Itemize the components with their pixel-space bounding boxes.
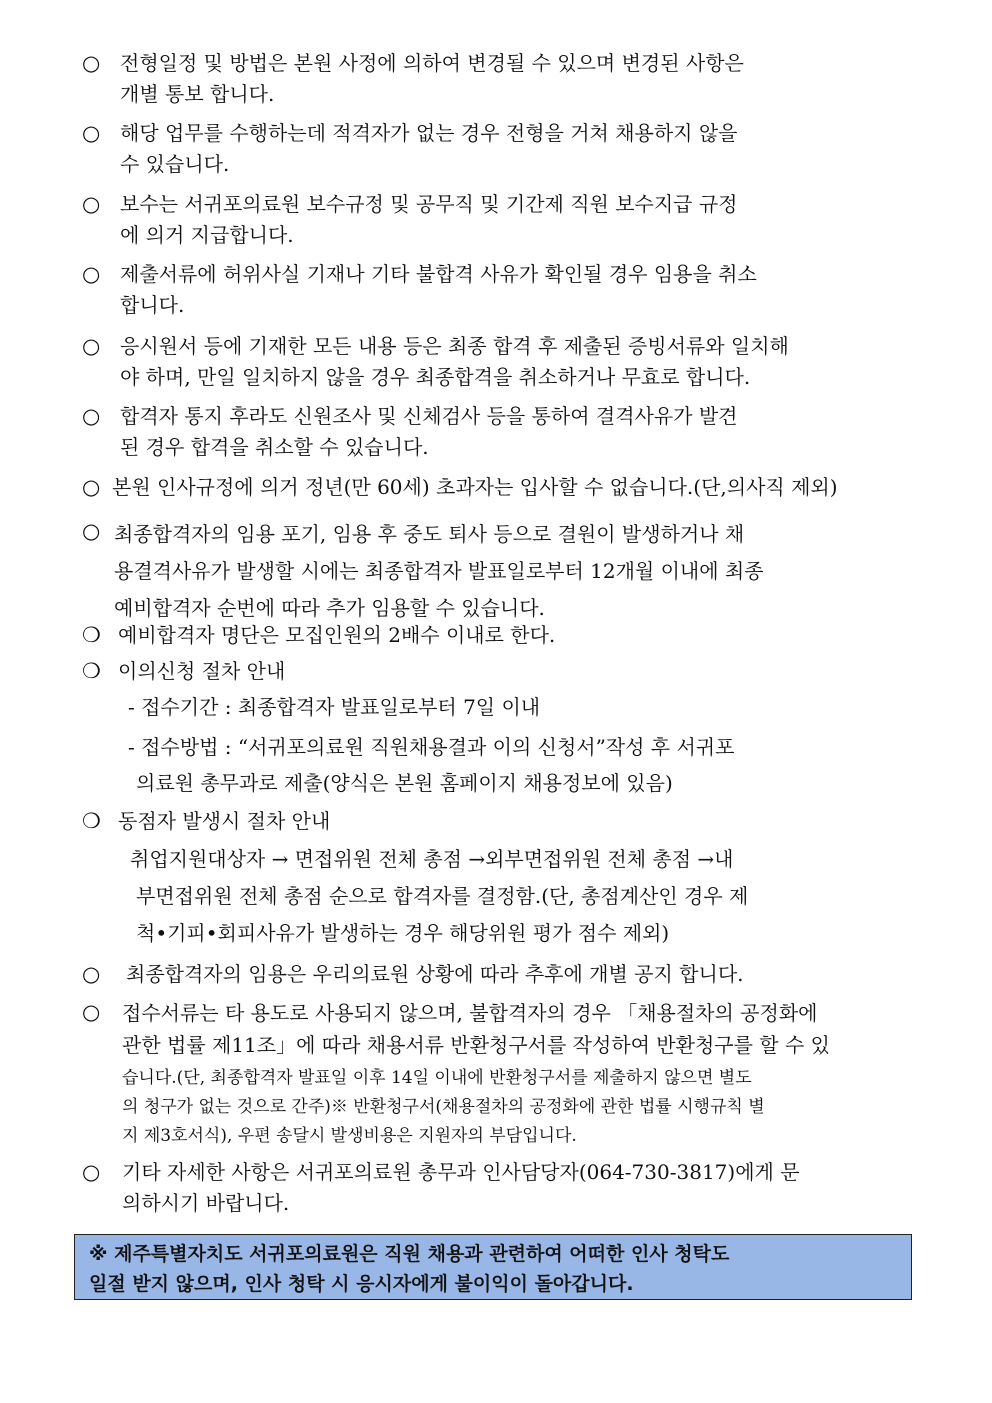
bullet-circle-icon: ○ bbox=[82, 192, 101, 216]
notice-line: ※ 제주특별자치도 서귀포의료원은 직원 채용과 관련하여 어떠한 인사 청탁도 bbox=[89, 1243, 730, 1265]
notice-item bbox=[82, 959, 924, 990]
objection-period: - 접수기간 : 최종합격자 발표일로부터 7일 이내 bbox=[128, 695, 541, 719]
bullet-circle-icon: ○ bbox=[82, 962, 101, 986]
item-line: 된 경우 합격을 취소할 수 있습니다. bbox=[120, 435, 429, 459]
objection-method: - 접수방법 : “서귀포의료원 직원채용결과 이의 신청서”작성 후 서귀포 bbox=[128, 735, 735, 759]
notice-item bbox=[82, 620, 924, 651]
item-line: 관한 법률 제11조」에 따라 채용서류 반환청구서를 작성하여 반환청구를 할 수 있 bbox=[122, 1033, 830, 1057]
item-line: 개별 통보 합니다. bbox=[120, 82, 275, 106]
notice-item bbox=[82, 48, 924, 110]
notice-item bbox=[82, 259, 924, 321]
tie-line: 척•기피•회피사유가 발생하는 경우 해당위원 평가 점수 제외) bbox=[136, 921, 670, 945]
item-line: 접수서류는 타 용도로 사용되지 않으며, 불합격자의 경우 「채용절차의 공정화에 bbox=[122, 1001, 818, 1025]
bullet-circle-icon: ○ bbox=[82, 262, 101, 286]
bullet-circle-icon: ○ bbox=[82, 121, 101, 145]
item-line: 기타 자세한 사항은 서귀포의료원 총무과 인사담당자(064-730-3817)에게 문 bbox=[122, 1160, 800, 1184]
bullet-circle-icon: ○ bbox=[82, 475, 101, 499]
bullet-filled-circle-icon: ❍ bbox=[82, 809, 101, 833]
item-line: 용결격사유가 발생할 시에는 최종합격자 발표일로부터 12개월 이내에 최종 bbox=[114, 559, 764, 583]
bullet-circle-icon: ○ bbox=[82, 404, 101, 428]
item-line: 에 의거 지급합니다. bbox=[120, 223, 294, 247]
anti-solicitation-notice bbox=[74, 1234, 912, 1300]
tie-line: 취업지원대상자 → 면접위원 전체 총점 →외부면접위원 전체 총점 →내 bbox=[130, 847, 734, 871]
notice-item bbox=[82, 656, 924, 687]
item-line: 최종합격자의 임용은 우리의료원 상황에 따라 추후에 개별 공지 합니다. bbox=[126, 962, 744, 986]
item-line: 예비합격자 명단은 모집인원의 2배수 이내로 한다. bbox=[118, 623, 556, 647]
bullet-circle-icon: ○ bbox=[82, 1000, 101, 1024]
return-docs-line: 습니다.(단, 최종합격자 발표일 이후 14일 이내에 반환청구서를 제출하지 않으면 별도 bbox=[122, 1068, 752, 1088]
notice-item bbox=[82, 997, 924, 1061]
item-line: 예비합격자 순번에 따라 추가 임용할 수 있습니다. bbox=[114, 596, 545, 620]
item-line: 제출서류에 허위사실 기재나 기타 불합격 사유가 확인될 경우 임용을 취소 bbox=[120, 262, 757, 286]
bullet-circle-icon: ○ bbox=[82, 1160, 101, 1184]
item-line: 해당 업무를 수행하는데 적격자가 없는 경우 전형을 거쳐 채용하지 않을 bbox=[120, 121, 738, 145]
bullet-filled-circle-icon: ❍ bbox=[82, 659, 101, 683]
notice-item bbox=[82, 118, 924, 180]
return-docs-line: 의 청구가 없는 것으로 간주)※ 반환청구서(채용절차의 공정화에 관한 법률 시행규칙 별 bbox=[122, 1097, 765, 1117]
objection-method-cont: 의료원 총무과로 제출(양식은 본원 홈페이지 채용정보에 있음) bbox=[136, 771, 673, 795]
section-heading: 이의신청 절차 안내 bbox=[118, 659, 286, 683]
bullet-filled-circle-icon: ❍ bbox=[82, 623, 101, 647]
notice-item bbox=[82, 331, 924, 393]
notice-item bbox=[82, 516, 924, 627]
item-line: 합격자 통지 후라도 신원조사 및 신체검사 등을 통하여 결격사유가 발견 bbox=[120, 404, 738, 428]
return-docs-line: 지 제3호서식), 우편 송달시 발생비용은 지원자의 부담입니다. bbox=[122, 1126, 577, 1146]
notice-item bbox=[82, 472, 924, 503]
notice-item bbox=[82, 1157, 924, 1219]
bullet-circle-icon: ○ bbox=[82, 519, 101, 543]
item-line: 응시원서 등에 기재한 모든 내용 등은 최종 합격 후 제출된 증빙서류와 일치해 bbox=[120, 334, 789, 358]
section-heading: 동점자 발생시 절차 안내 bbox=[118, 809, 331, 833]
notice-line: 일절 받지 않으며, 인사 청탁 시 응시자에게 불이익이 돌아갑니다. bbox=[89, 1273, 634, 1295]
item-line: 의하시기 바랍니다. bbox=[122, 1191, 290, 1215]
item-line: 합니다. bbox=[120, 293, 185, 317]
item-line: 수 있습니다. bbox=[120, 152, 230, 176]
item-line: 야 하며, 만일 일치하지 않을 경우 최종합격을 취소하거나 무효로 합니다. bbox=[120, 365, 751, 389]
item-line: 최종합격자의 임용 포기, 임용 후 중도 퇴사 등으로 결원이 발생하거나 채 bbox=[114, 522, 745, 546]
item-line: 전형일정 및 방법은 본원 사정에 의하여 변경될 수 있으며 변경된 사항은 bbox=[120, 51, 744, 75]
notice-item bbox=[82, 806, 924, 837]
item-line: 본원 인사규정에 의거 정년(만 60세) 초과자는 입사할 수 없습니다.(단,의사직 제외) bbox=[112, 475, 838, 499]
bullet-circle-icon: ○ bbox=[82, 334, 101, 358]
tie-line: 부면접위원 전체 총점 순으로 합격자를 결정함.(단, 총점계산인 경우 제 bbox=[136, 884, 749, 908]
bullet-circle-icon: ○ bbox=[82, 51, 101, 75]
notice-item bbox=[82, 189, 924, 251]
notice-item bbox=[82, 401, 924, 463]
item-line: 보수는 서귀포의료원 보수규정 및 공무직 및 기간제 직원 보수지급 규정 bbox=[120, 192, 738, 216]
